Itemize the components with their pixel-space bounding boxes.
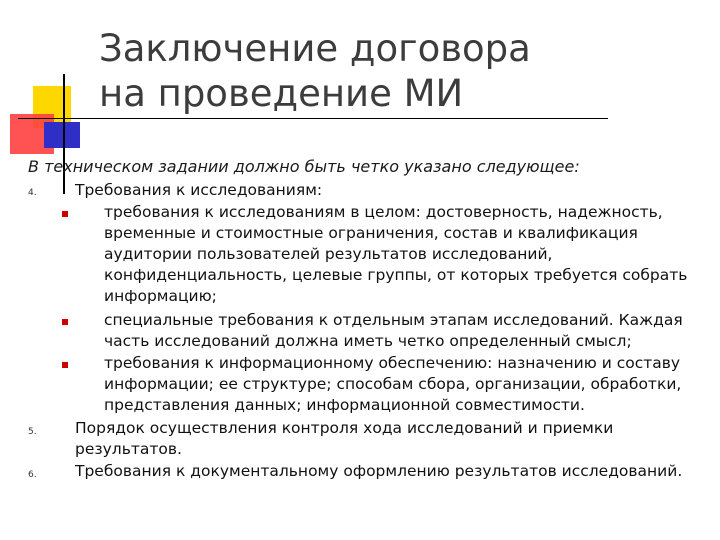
subitem-line: временные и стоимостные ограничения, состав и квалификация bbox=[104, 224, 638, 242]
item-text: Порядок осуществления контроля хода исследований и приемки bbox=[75, 419, 614, 437]
decor-blue-square bbox=[44, 122, 80, 148]
subitem-line: информацию; bbox=[104, 287, 217, 305]
subitem-line: представления данных; информационной совместимости. bbox=[104, 396, 585, 414]
title-divider-line bbox=[18, 118, 608, 119]
subitem-line: информации; ее структуре; способам сбора, организации, обработки, bbox=[104, 375, 682, 393]
item-text: Требования к документальному оформлению результатов исследований. bbox=[75, 462, 683, 480]
subitem-line: специальные требования к отдельным этапам исследований. Каждая bbox=[104, 311, 683, 329]
bullet-marker bbox=[62, 319, 68, 325]
title-line-1: Заключение договора bbox=[99, 27, 531, 70]
slide-title bbox=[99, 26, 531, 116]
item-text: Требования к исследованиям: bbox=[75, 181, 323, 199]
item-number: 5. bbox=[28, 427, 37, 437]
subitem-line: аудитории пользователей результатов исследований, bbox=[104, 245, 553, 263]
bullet-marker bbox=[62, 211, 68, 217]
intro-text: В техническом задании должно быть четко указано следующее: bbox=[28, 157, 580, 176]
title-line-2: на проведение МИ bbox=[99, 72, 464, 115]
item-text: результатов. bbox=[75, 440, 182, 458]
bullet-marker bbox=[62, 362, 68, 368]
subitem-line: конфиденциальность, целевые группы, от которых требуется собрать bbox=[104, 266, 688, 284]
subitem-line: требования к информационному обеспечению: назначению и составу bbox=[104, 354, 681, 372]
subitem-line: требования к исследованиям в целом: достоверность, надежность, bbox=[104, 203, 663, 221]
subitem-line: часть исследований должна иметь четко определенный смысл; bbox=[104, 332, 632, 350]
item-number: 6. bbox=[28, 470, 37, 480]
item-number: 4. bbox=[28, 188, 37, 198]
